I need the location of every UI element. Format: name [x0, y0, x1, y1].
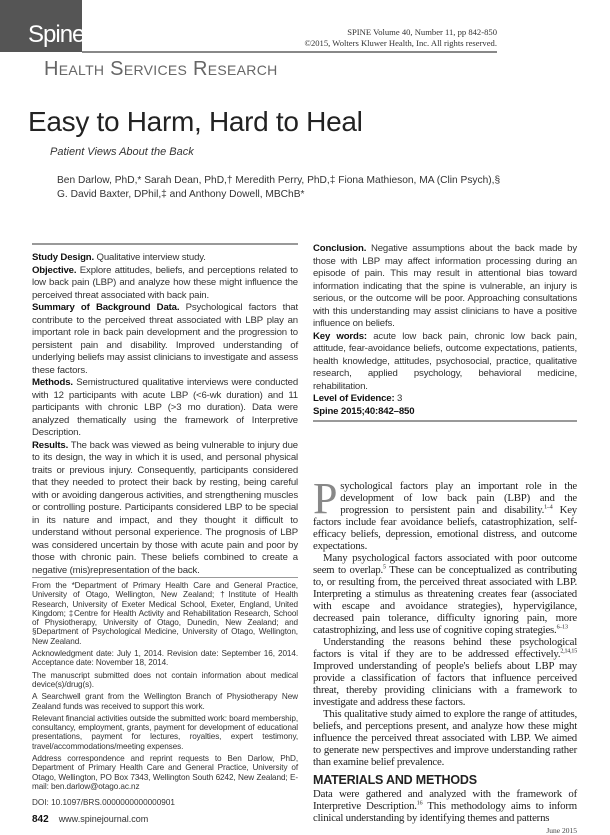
footnote-affiliations: From the *Department of Primary Health Care and General Practice, University of Otago, Wellington, New Zealand; †Institute of Health Research, University of Exeter Medical School, Exeter, England, United Kingdom; ‡Centre for Health Activity and Rehabilitation Research, School of Physiotherapy, University of Otago, Dunedin, New Zealand; and §Department of Psychological Medicine, University of Otago, Wellington, New Zealand. — [32, 581, 298, 646]
doi: DOI: 10.1097/BRS.0000000000000901 — [32, 798, 175, 808]
right-column — [313, 243, 577, 835]
journal-volume: SPINE Volume 40, Number 11, pp 842-850 — [347, 27, 497, 37]
keywords — [313, 331, 577, 394]
page-footer — [32, 813, 298, 826]
background — [32, 302, 298, 377]
authors — [57, 174, 500, 202]
text: 3 — [394, 393, 403, 404]
paragraph: This qualitative study aimed to explore the range of attitudes, beliefs, and perceptions present, and analyze how these might influence the perceived threat associated with LBP. We aimed to generate new perspectives and improve understanding rather than examine belief prevalence. — [313, 708, 577, 768]
page-number: 842 — [32, 814, 49, 826]
text: Negative assumptions about the back made by those with LBP may affect information processing during an episode of pain. This may result in attentional bias toward information indicating that the spine is vulnerable, an injury is serious, or the outcome will be poor. Approaching consultations with this understanding may assist clinicians to have a positive influence on beliefs. — [313, 243, 577, 329]
abstract-left — [32, 252, 298, 577]
text: Psychological factors that contribute to the perceived threat associated with LBP play an important role in back pain development and the progression to persistent pain and disability. Improved understanding of underlying beliefs may assist clinicians to investigate and assess these factors. — [32, 302, 298, 376]
label: Study Design. — [32, 252, 95, 263]
label: Key words: — [313, 330, 367, 342]
text: Many psychological factors associated with poor outcome seem to overlap. — [313, 552, 577, 576]
footnotes — [32, 581, 298, 791]
label: Methods. — [32, 377, 73, 388]
text: This methodology aims to inform clinical understanding by identifying themes and patterns — [313, 800, 577, 824]
study-design — [32, 252, 298, 265]
label: Summary of Background Data. — [32, 302, 180, 313]
text: The back was viewed as being vulnerable to injury due to its design, the way in which it is used, and personal physical traits or previous injury. Consequently, participants considered that they needed to protect their back by resting, being careful with or avoiding dangerous activities, and strengthening muscles or controlling posture. Participants considered LBP to be special in its nature and impact, and they thought it difficult to understand without personal experience. The prognosis of LBP was considered uncertain by those with acute pain and poor by those with chronic pain. These beliefs combined to create a negative (mis)representation of the back. — [32, 439, 298, 576]
text: Key factors include fear avoidance beliefs, catastrophization, self-efficacy beliefs, depression, emotional distress, and outcome expectations. — [313, 504, 577, 552]
footnote-financial: Relevant financial activities outside the submitted work: board membership, consultancy, employment, grants, payment for development of educational presentations, payment for lectures, royalties, expert testimony, travel/accommodations/meeting expenses. — [32, 713, 298, 751]
footnote-device: The manuscript submitted does not contain information about medical device(s)/drug(s). — [32, 670, 298, 689]
results — [32, 440, 298, 578]
issue-date: June 2015 — [546, 826, 577, 835]
journal-info — [304, 27, 497, 49]
body-text — [313, 474, 578, 824]
text: Data were gathered and analyzed with the framework of Interpretive Description. — [313, 788, 577, 812]
label: Objective. — [32, 264, 77, 276]
footnote-funding: A Searchwell grant from the Wellington Branch of Physiotherapy New Zealand funds was received to support this work. — [32, 692, 298, 711]
text: sychological factors play an important role in the development of low back pain (LBP) and the progression to persistent pain and disability. — [340, 480, 577, 516]
reference: 2,14,15 — [560, 648, 577, 655]
label: Results. — [32, 439, 69, 451]
paragraph — [313, 788, 577, 824]
drop-cap: P — [313, 474, 338, 523]
text: These can be conceptualized as contributing to, or resulting from, the perceived threat associated with LBP. Interpreting a stimulus as threatening creates fear (associated with escape and avoidance strategies), hypervigilance, decreased pain tolerance, difficulty ignoring pain, more catastrophizing, and less use of cognitive coping strategies. — [313, 564, 578, 636]
paragraph — [313, 636, 577, 708]
level-of-evidence — [313, 393, 577, 406]
abstract-right — [313, 243, 577, 418]
article-title: Easy to Harm, Hard to Heal — [28, 106, 363, 137]
abstract-end-rule — [313, 420, 577, 422]
label: Level of Evidence: — [313, 393, 395, 404]
article-subtitle: Patient Views About the Back — [50, 146, 194, 158]
reference: 1–4 — [544, 504, 553, 511]
citation-text: Spine 2015;40:842–850 — [313, 405, 415, 417]
methods — [32, 377, 298, 440]
website-link[interactable]: www.spinejournal.com — [58, 814, 149, 825]
footnote-correspondence: Address correspondence and reprint requests to Ben Darlow, PhD, Department of Primary Health Care and General Practice, University of Otago, Wellington, PO Box 7343, Wellington South 6242, New Zealand; E-mail: ben.darlow@otago.ac.nz — [32, 754, 298, 791]
reference: 16 — [416, 800, 423, 807]
text: Understanding the reasons behind these psychological factors is vital if they are to be addressed effectively. — [313, 636, 577, 660]
paragraph — [313, 474, 577, 552]
copyright: ©2015, Wolters Kluwer Health, Inc. All rights reserved. — [304, 38, 497, 48]
paragraph — [313, 552, 577, 636]
objective — [32, 265, 298, 303]
label: Conclusion. — [313, 243, 367, 254]
journal-logo: Spine — [0, 0, 82, 52]
reference: 6–13 — [556, 624, 568, 631]
abstract-rule — [32, 243, 298, 245]
section-label: Health Services Research — [44, 58, 278, 80]
conclusion — [313, 243, 577, 331]
text: Qualitative interview study. — [94, 252, 206, 263]
left-column — [32, 243, 298, 826]
text: Improved understanding of people's beliefs about LBP may provide a classification of factors that influence perceived threat, thereby providing clinicians with a framework to investigate and address these factors. — [313, 660, 577, 708]
authors-line: Ben Darlow, PhD,* Sarah Dean, PhD,† Meredith Perry, PhD,‡ Fiona Mathieson, MA (Clin Psych),§ — [57, 175, 501, 186]
reference: 5 — [383, 564, 386, 571]
text: Semistructured qualitative interviews were conducted with 12 participants with acute LBP (<6-wk duration) and 11 participants with chronic LBP (>3 mo duration). Data were analyzed thematically using the framework of Interpretive Description. — [32, 377, 298, 438]
text: Explore attitudes, beliefs, and perceptions related to low back pain (LBP) and analyze how these might influence the perceived threat associated with back pain. — [32, 264, 298, 301]
footnote-dates: Acknowledgment date: July 1, 2014. Revision date: September 16, 2014. Acceptance date: November 18, 2014. — [32, 649, 298, 668]
text: acute low back pain, chronic low back pain, attitude, fear-avoidance beliefs, outcome expectations, patients, health knowledge, attitudes, psychosocial, practice, qualitative research, applied psychology, behavioral medicine, rehabilitation. — [313, 330, 577, 392]
citation — [313, 406, 577, 419]
section-heading: MATERIALS AND METHODS — [313, 773, 477, 787]
authors-line: G. David Baxter, DPhil,‡ and Anthony Dowell, MBChB* — [57, 189, 305, 200]
footnote-rule — [32, 577, 298, 578]
header-rule — [82, 51, 497, 53]
